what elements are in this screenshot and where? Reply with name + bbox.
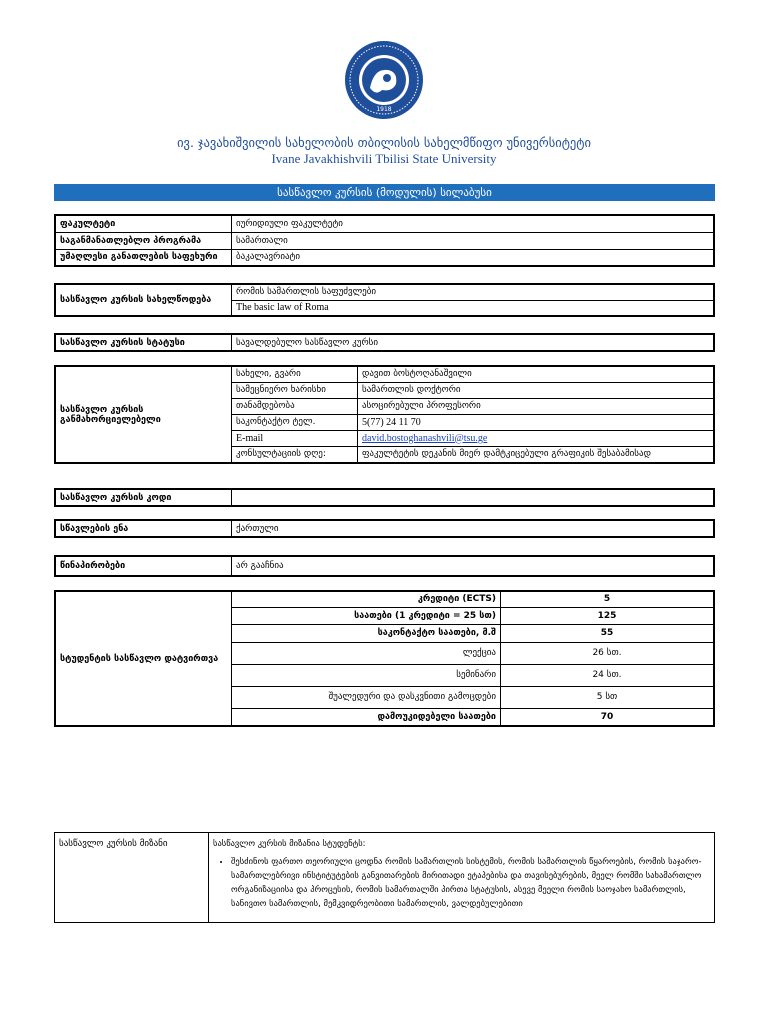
email-label: E-mail xyxy=(232,430,358,446)
credits-label: კრედიტი (ECTS) xyxy=(232,591,501,607)
lecture-value: 26 სთ. xyxy=(501,642,715,664)
credits-value: 5 xyxy=(501,591,715,607)
prerequisites-table xyxy=(54,555,715,577)
faculty-label: ფაკულტეტი xyxy=(55,215,232,232)
university-seal-logo xyxy=(344,40,424,120)
syllabus-title-bar: სასწავლო კურსის (მოდულის) სილაბუსი xyxy=(54,184,715,201)
degree-label: სამეცნიერო ხარისხი xyxy=(232,382,358,398)
exams-value: 5 სთ xyxy=(501,686,715,708)
course-aim-label: სასწავლო კურსის მიზანი xyxy=(55,833,209,923)
program-value: სამართალი xyxy=(232,232,715,249)
faculty-table xyxy=(54,214,715,267)
course-aim-table xyxy=(54,832,715,923)
course-aim-intro: სასწავლო კურსის მიზანია სტუდენტს: xyxy=(213,839,366,849)
course-aim-bullet: • შესძინოს ფართო თეორიული ცოდნა რომის სამართლის სისტემის, რომის სამართლის წყაროების, რომის საჯარო-სამართლებრივი ინსტიტუტების განვითარების მირითადი ეტაპებისა და თავისებურების, მეელ რომში სახამართლო ორგანიზაციისა და პროცესის, რომის სამართალში პირთა სტატუსის, ასევე მეელი რომის საოჯახო სამართლის, სანივთო სამართლის, მემკვიდრეობითი სამართლის, ვალდებულებითი xyxy=(231,855,710,911)
level-label: უმაღლესი განათლების საფეხური xyxy=(55,249,232,266)
seminar-label: სემინარი xyxy=(232,664,501,686)
workload-table xyxy=(54,590,715,727)
author-name-value: დავით ბოსტოღანაშვილი xyxy=(358,366,715,382)
course-code-label: სასწავლო კურსის კოდი xyxy=(55,489,232,506)
consultation-label: კონსულტაციის დღე: xyxy=(232,446,358,463)
university-name-ka: ივ. ჯავახიშვილის სახელობის თბილისის სახელმწიფო უნივერსიტეტი xyxy=(177,135,591,150)
language-table xyxy=(54,519,715,538)
contact-hours-value: 55 xyxy=(501,624,715,642)
workload-label: სტუდენტის სასწავლო დატვირთვა xyxy=(55,591,232,726)
phone-label: საკონტაქტო ტელ. xyxy=(232,414,358,430)
status-table xyxy=(54,333,715,352)
position-value: ასოცირებული პროფესორი xyxy=(358,398,715,414)
course-name-label: სასწავლო კურსის სახელწოდება xyxy=(55,284,232,316)
status-value: სავალდებულო სასწავლო კურსი xyxy=(232,334,715,351)
email-link[interactable]: david.bostoghanashvili@tsu.ge xyxy=(362,432,488,444)
independent-hours-value: 70 xyxy=(501,708,715,726)
position-label: თანამდებობა xyxy=(232,398,358,414)
contact-hours-label: საკონტაქტო საათები, მ.შ xyxy=(232,624,501,642)
course-name-table xyxy=(54,283,715,317)
degree-value: სამართლის დოქტორი xyxy=(358,382,715,398)
prerequisites-value: არ გააჩნია xyxy=(232,556,715,576)
language-label: სწავლების ენა xyxy=(55,520,232,537)
course-name-ka: რომის სამართლის საფუძვლები xyxy=(232,284,715,300)
seminar-value: 24 სთ. xyxy=(501,664,715,686)
independent-hours-label: დამოუკიდებელი საათები xyxy=(232,708,501,726)
exams-label: შუალედური და დასკვნითი გამოცდები xyxy=(232,686,501,708)
level-value: ბაკალავრიატი xyxy=(232,249,715,266)
course-name-en: The basic law of Roma xyxy=(232,300,715,316)
hours-label: საათები (1 კრედიტი = 25 სთ) xyxy=(232,607,501,624)
author-label: სასწავლო კურსის განმახორციელებელი xyxy=(55,366,232,463)
language-value: ქართული xyxy=(232,520,715,537)
faculty-value: იურიდიული ფაკულტეტი xyxy=(232,215,715,232)
course-code-value xyxy=(232,489,715,506)
consultation-value: ფაკულტეტის დეკანის მიერ დამტკიცებული გრაფიკის შესაბამისად xyxy=(358,446,715,463)
program-label: საგანმანათლებლო პროგრამა xyxy=(55,232,232,249)
lecture-label: ლექცია xyxy=(232,642,501,664)
hours-value: 125 xyxy=(501,607,715,624)
author-name-label: სახელი, გვარი xyxy=(232,366,358,382)
status-label: სასწავლო კურსის სტატუსი xyxy=(55,334,232,351)
course-code-table xyxy=(54,488,715,507)
prerequisites-label: წინაპირობები xyxy=(55,556,232,576)
seal-year: 1918 xyxy=(376,106,392,113)
phone-value: 5(77) 24 11 70 xyxy=(358,414,715,430)
author-table xyxy=(54,365,715,464)
university-name-en: Ivane Javakhishvili Tbilisi State University xyxy=(271,151,497,166)
